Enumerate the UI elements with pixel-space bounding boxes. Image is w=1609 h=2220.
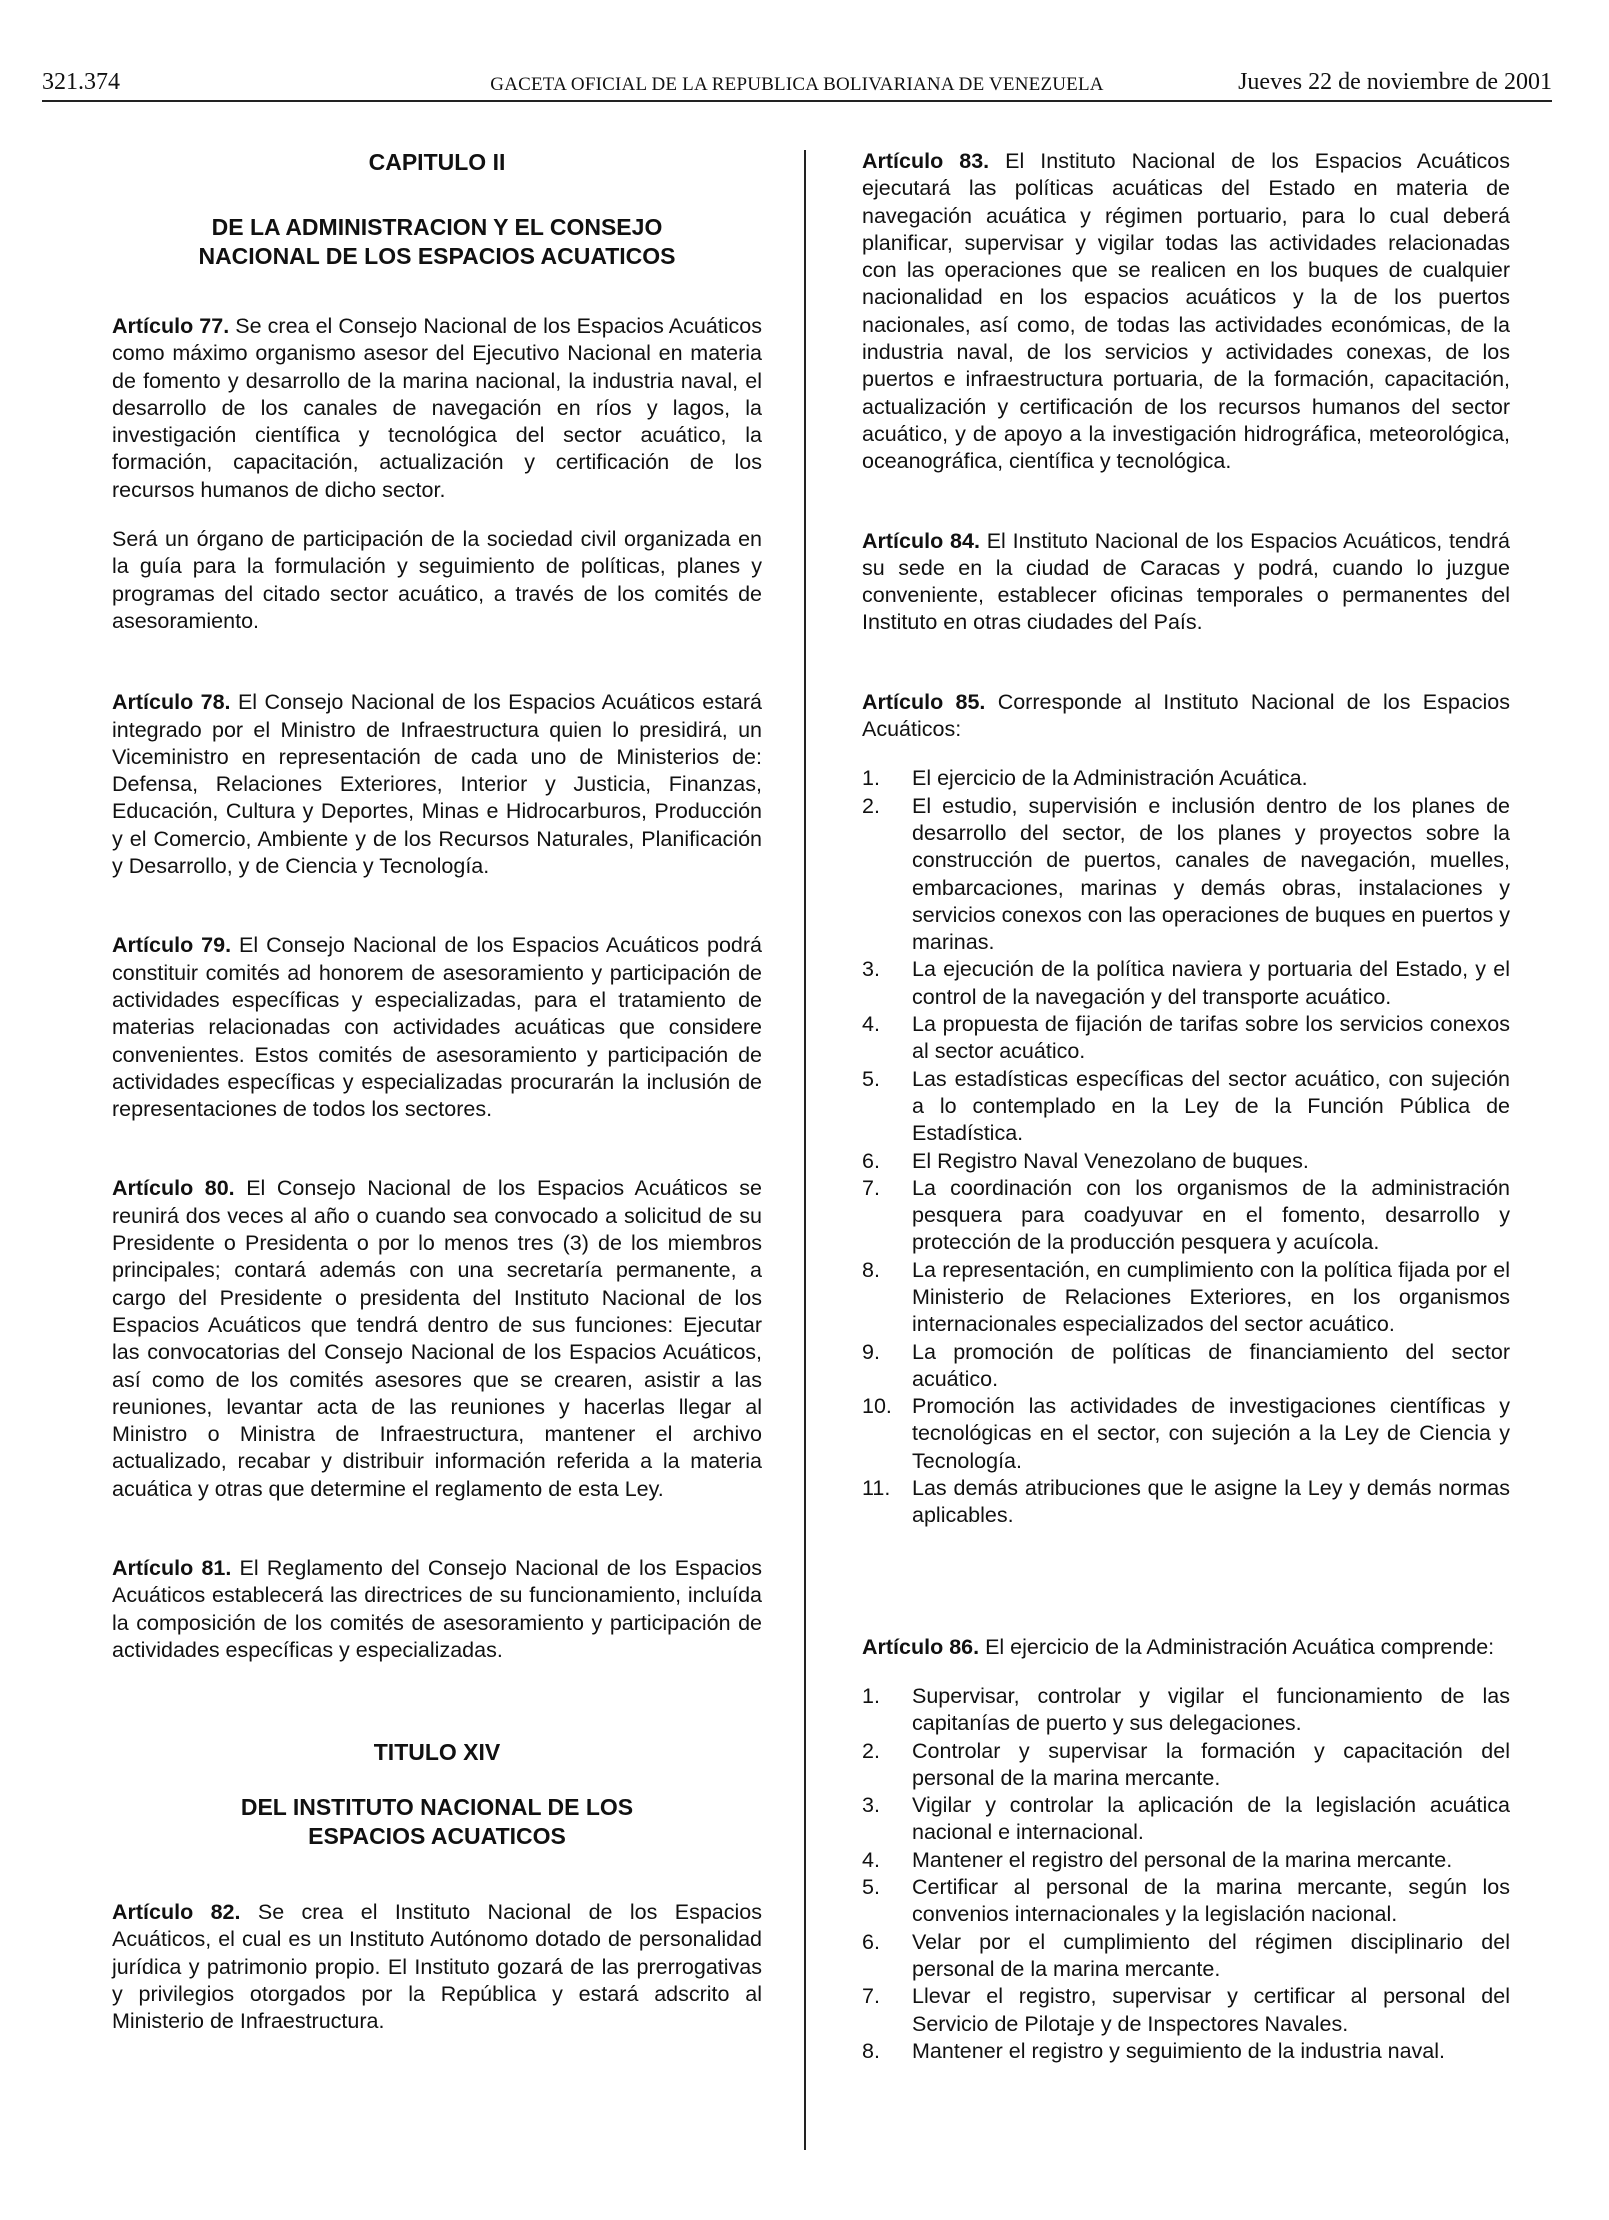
article-text: El Instituto Nacional de los Espacios Acuáticos, tendrá su sede en la ciudad de Caracas y podrá, cuando lo juzgue conveniente, establecer oficinas temporales o permanentes del Instituto en otras ciudades del País. bbox=[862, 528, 1510, 635]
right-column bbox=[862, 148, 1510, 2065]
list-item-number: 1. bbox=[862, 766, 880, 791]
article-83 bbox=[862, 148, 1510, 476]
list-item bbox=[862, 765, 1510, 792]
list-item-number: 8. bbox=[862, 2038, 880, 2063]
list-item-text: El estudio, supervisión e inclusión dentro de los planes de desarrollo del sector, de los planes y proyectos sobre la construcción de puertos, canales de navegación, muelles, embarcaciones, marinas y demás obras, instalaciones y servicios conexos con las operaciones de buques en puertos y marinas. bbox=[912, 793, 1510, 955]
article-78 bbox=[112, 689, 762, 880]
article-77-paragraph-2: Será un órgano de participación de la sociedad civil organizada en la guía para la formulación y seguimiento de políticas, planes y programas del citado sector acuático, a través de los comités de asesoramiento. bbox=[112, 527, 762, 633]
list-item-number: 3. bbox=[862, 957, 880, 982]
article-text: El Consejo Nacional de los Espacios Acuáticos podrá constituir comités ad honorem de asesoramiento y participación de actividades específicas y especializadas, para el tratamiento de materias relacionadas con actividades acuáticas que considere convenientes. Estos comités de asesoramiento y participación de actividades específicas y especializadas procurarán la inclusión de representaciones de todos los sectores. bbox=[112, 933, 762, 1122]
article-text: Corresponde al Instituto Nacional de los Espacios Acuáticos: bbox=[862, 689, 1510, 742]
list-item-number: 4. bbox=[862, 1012, 880, 1037]
list-item-number: 5. bbox=[862, 1066, 880, 1091]
list-item-text: Certificar al personal de la marina mercante, según los convenios internacionales y la legislación nacional. bbox=[912, 1875, 1510, 1927]
article-text: El Consejo Nacional de los Espacios Acuáticos se reunirá dos veces al año o cuando sea convocado a solicitud de su Presidente o Presidenta o por lo menos tres (3) de los miembros principales; contará además con una secretaría permanente, a cargo del Presidente o presidenta del Instituto Nacional de los Espacios Acuáticos que tendrá dentro de sus funciones: Ejecutar las convocatorias del Consejo Nacional de los Espacios Acuáticos, así como de los comités asesores que se crearen, asistir a las reuniones, levantar acta de las reuniones y hacerlas llegar al Ministro o Ministra de Infraestructura, mantener el archivo actualizado, recabar y distribuir información referida a la materia acuática y otras que determine el reglamento de esta Ley. bbox=[112, 1176, 762, 1501]
article-label: Artículo 81. bbox=[112, 1555, 232, 1580]
title-subtitle: DEL INSTITUTO NACIONAL DE LOS ESPACIOS ACUATICOS bbox=[240, 1794, 634, 1850]
list-item bbox=[862, 1475, 1510, 1530]
list-item-number: 6. bbox=[862, 1929, 880, 1954]
list-item-text: Las estadísticas específicas del sector acuático, con sujeción a lo contemplado en la Ley de la Función Pública de Estadística. bbox=[912, 1066, 1510, 1146]
list-item-text: La propuesta de fijación de tarifas sobre los servicios conexos al sector acuático. bbox=[912, 1012, 1510, 1064]
list-item-number: 2. bbox=[862, 1738, 880, 1763]
list-item-text: Promoción las actividades de investigaciones científicas y tecnológicas en el sector, con sujeción a la Ley de Ciencia y Tecnología. bbox=[912, 1394, 1510, 1473]
list-item bbox=[862, 1983, 1510, 2038]
list-item bbox=[862, 1874, 1510, 1929]
list-item bbox=[862, 793, 1510, 957]
list-item-number: 10. bbox=[862, 1394, 892, 1419]
article-82 bbox=[112, 1899, 762, 2035]
list-item-text: Velar por el cumplimiento del régimen disciplinario del personal de la marina mercante. bbox=[912, 1929, 1510, 1981]
list-item-number: 2. bbox=[862, 793, 880, 818]
list-item bbox=[862, 1847, 1510, 1874]
list-item-text: Mantener el registro del personal de la marina mercante. bbox=[912, 1847, 1453, 1872]
article-label: Artículo 86. bbox=[862, 1634, 980, 1659]
article-text: Se crea el Consejo Nacional de los Espacios Acuáticos como máximo organismo asesor del Ejecutivo Nacional en materia de fomento y desarrollo de la marina nacional, la industria naval, el desarrollo de los canales de navegación en ríos y lagos, la investigación científica y tecnológica del sector acuático, la formación, capacitación, actualización y certificación de los recursos humanos de dicho sector. bbox=[112, 314, 762, 502]
page-number: 321.374 bbox=[42, 69, 120, 95]
article-79 bbox=[112, 932, 762, 1123]
article-77 bbox=[112, 313, 762, 504]
article-text: El Reglamento del Consejo Nacional de los Espacios Acuáticos establecerá las directrices de su funcionamiento, incluída la composición de los comités de asesoramiento y participación de actividades específicas y especializadas. bbox=[112, 1555, 762, 1662]
list-item-text: La representación, en cumplimiento con la política fijada por el Ministerio de Relaciones Exteriores, en los organismos internacionales especializados del sector acuático. bbox=[912, 1257, 1510, 1337]
list-item-text: Vigilar y controlar la aplicación de la legislación acuática nacional e internacional. bbox=[912, 1793, 1510, 1845]
list-item bbox=[862, 1011, 1510, 1066]
list-item bbox=[862, 2038, 1510, 2065]
list-item bbox=[862, 1792, 1510, 1847]
list-item-number: 1. bbox=[862, 1683, 880, 1708]
list-item bbox=[862, 1683, 1510, 1738]
list-item bbox=[862, 1393, 1510, 1475]
article-text: El ejercicio de la Administración Acuática comprende: bbox=[979, 1634, 1495, 1659]
title-heading: TITULO XIV bbox=[373, 1739, 501, 1766]
list-item-number: 11. bbox=[862, 1476, 891, 1501]
article-86 bbox=[862, 1634, 1510, 1661]
article-label: Artículo 78. bbox=[112, 690, 231, 715]
list-item-number: 6. bbox=[862, 1148, 880, 1173]
list-item bbox=[862, 1738, 1510, 1793]
list-item bbox=[862, 1257, 1510, 1339]
article-label: Artículo 84. bbox=[862, 528, 980, 553]
list-item-text: Controlar y supervisar la formación y capacitación del personal de la marina mercante. bbox=[912, 1738, 1510, 1790]
article-text: El Consejo Nacional de los Espacios Acuáticos estará integrado por el Ministro de Infraestructura quien lo presidirá, un Viceministro en representación de cada uno de Ministerios de: Defensa, Relaciones Exteriores, Interior y Justicia, Finanzas, Educación, Cultura y Deportes, Minas e Hidrocarburos, Producción y el Comercio, Ambiente y de los Recursos Naturales, Planificación y Desarrollo, y de Ciencia y Tecnología. bbox=[112, 690, 762, 879]
list-item-number: 7. bbox=[862, 1984, 880, 2009]
issue-date: Jueves 22 de noviembre de 2001 bbox=[1238, 69, 1552, 95]
list-item-text: La promoción de políticas de financiamiento del sector acuático. bbox=[912, 1339, 1510, 1391]
list-item-text: La coordinación con los organismos de la administración pesquera para coadyuvar en el fomento, desarrollo y protección de la producción pesquera y acuícola. bbox=[912, 1175, 1510, 1255]
list-item-text: Llevar el registro, supervisar y certificar al personal del Servicio de Pilotaje y de Inspectores Navales. bbox=[912, 1984, 1510, 2036]
article-label: Artículo 82. bbox=[112, 1900, 241, 1925]
article-text: El Instituto Nacional de los Espacios Acuáticos ejecutará las políticas acuáticas del Estado en materia de navegación acuática y régimen portuario, para lo cual deberá planificar, supervisar y vigilar todas las actividades relacionadas con las operaciones que se realicen en los buques de cualquier nacionalidad en los espacios acuáticos y la de los puertos nacionales, así como, de todas las actividades económicas, de la industria naval, de los servicios y actividades conexas, de los puertos e infraestructura portuaria, de la formación, capacitación, actualización y certificación de los recursos humanos del sector acuático, y de apoyo a la investigación hidrográfica, meteorológica, oceanográfica, científica y tecnológica. bbox=[862, 149, 1510, 474]
list-item-text: Mantener el registro y seguimiento de la industria naval. bbox=[912, 2038, 1446, 2063]
chapter-subtitle: DE LA ADMINISTRACION Y EL CONSEJO NACIONAL DE LOS ESPACIOS ACUATICOS bbox=[198, 214, 676, 269]
list-item-text: El ejercicio de la Administración Acuática. bbox=[912, 766, 1308, 791]
list-item bbox=[862, 1148, 1510, 1175]
article-85-list bbox=[862, 765, 1510, 1529]
gazette-title: GACETA OFICIAL DE LA REPUBLICA BOLIVARIANA DE VENEZUELA bbox=[490, 74, 1104, 95]
gazette-header bbox=[42, 66, 1552, 102]
list-item bbox=[862, 1066, 1510, 1148]
list-item-number: 8. bbox=[862, 1257, 880, 1282]
list-item bbox=[862, 956, 1510, 1011]
chapter-title: CAPITULO II bbox=[368, 149, 506, 175]
list-item-number: 4. bbox=[862, 1847, 880, 1872]
left-column bbox=[112, 148, 762, 2036]
article-text: Se crea el Instituto Nacional de los Espacios Acuáticos, el cual es un Instituto Autónomo dotado de personalidad jurídica y patrimonio propio. El Instituto gozará de las prerrogativas y privilegios otorgados por la República y estará adscrito al Ministerio de Infraestructura. bbox=[112, 1900, 762, 2034]
list-item-number: 3. bbox=[862, 1793, 880, 1818]
article-label: Artículo 85. bbox=[862, 689, 986, 714]
article-label: Artículo 83. bbox=[862, 149, 990, 173]
article-85 bbox=[862, 689, 1510, 744]
article-80 bbox=[112, 1175, 762, 1503]
list-item-number: 7. bbox=[862, 1175, 880, 1200]
article-label: Artículo 79. bbox=[112, 933, 232, 958]
list-item-text: El Registro Naval Venezolano de buques. bbox=[912, 1148, 1309, 1173]
list-item-text: Supervisar, controlar y vigilar el funcionamiento de las capitanías de puerto y sus delegaciones. bbox=[912, 1683, 1510, 1736]
list-item bbox=[862, 1175, 1510, 1257]
article-84 bbox=[862, 528, 1510, 637]
list-item-text: La ejecución de la política naviera y portuaria del Estado, y el control de la navegación y del transporte acuático. bbox=[912, 957, 1510, 1009]
list-item-number: 9. bbox=[862, 1339, 880, 1364]
article-label: Artículo 77. bbox=[112, 314, 230, 338]
article-86-list bbox=[862, 1683, 1510, 2065]
list-item bbox=[862, 1339, 1510, 1394]
list-item-number: 5. bbox=[862, 1875, 880, 1900]
article-label: Artículo 80. bbox=[112, 1176, 235, 1201]
list-item bbox=[862, 1929, 1510, 1984]
list-item-text: Las demás atribuciones que le asigne la Ley y demás normas aplicables. bbox=[912, 1476, 1510, 1528]
article-81 bbox=[112, 1555, 762, 1664]
column-divider bbox=[804, 150, 806, 2150]
